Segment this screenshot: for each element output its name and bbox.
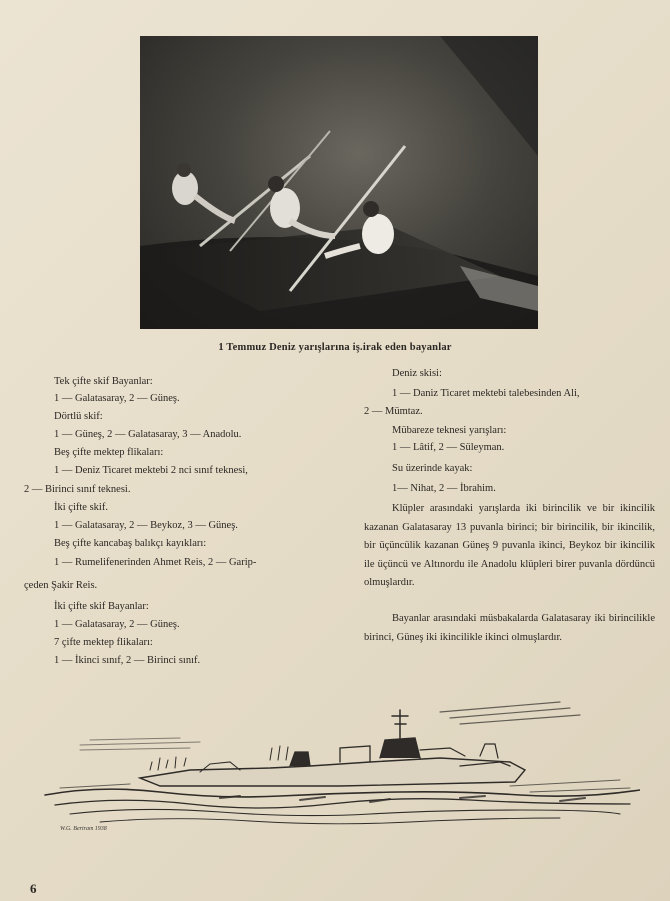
results-line: 1 — Lâtif, 2 — Süleyman. — [392, 442, 505, 453]
results-line: 1 — Rumelifenerinden Ahmet Reis, 2 — Garip- — [54, 557, 257, 568]
artist-signature: W.G. Bertram 1938 — [60, 826, 107, 832]
results-line: Beş çifte kancabaş balıkçı kayıkları: — [54, 538, 207, 549]
warship-sketch — [40, 700, 640, 840]
results-line: çeden Şakir Reis. — [24, 580, 98, 591]
results-line: Mübareze teknesi yarışları: — [392, 425, 507, 436]
page-number: 6 — [30, 881, 37, 896]
results-line: 1 — Galatasaray, 2 — Güneş. — [54, 393, 180, 404]
results-line: Beş çifte mektep flikaları: — [54, 447, 164, 458]
results-line: Tek çifte skif Bayanlar: — [54, 376, 153, 387]
results-line: 2 — Mümtaz. — [364, 406, 423, 417]
photo-caption: 1 Temmuz Deniz yarışlarına iş.irak eden bayanlar — [218, 342, 452, 353]
results-line: Dörtlü skif: — [54, 411, 103, 422]
club-results-paragraph: Klüpler arasındaki yarışlarda iki birincilik ve bir ikincilik kazanan Galatasaray 13 puvanla birinci; bir birincilik, bir ikincilik, bir üçüncülik kazanan Güneş 9 puvanla ikinci, Beykoz bir ikincilik ile üçüncü ve Altınordu ile Anadolu klüpleri birer puvanla dördüncü olmuşlardır. — [364, 503, 655, 588]
results-line: Deniz skisi: — [392, 368, 442, 379]
results-line: 2 — Birinci sınıf teknesi. — [24, 484, 131, 495]
results-line: 1 — İkinci sınıf, 2 — Birinci sınıf. — [54, 655, 201, 666]
rowing-scene-illustration — [140, 36, 538, 329]
results-line: 1 — Daniz Ticaret mektebi talebesinden Ali, — [392, 388, 580, 399]
results-line: İki çifte skif Bayanlar: — [54, 601, 149, 612]
results-line: Su üzerinde kayak: — [392, 463, 473, 474]
women-results-paragraph: Bayanlar arasındaki müsbakalarda Galatasaray iki birincilikle birinci, Güneş iki ikincilikle ikinci olmuşlardır. — [364, 613, 655, 643]
regatta-photograph — [140, 36, 538, 329]
results-line: 1 — Galatasaray, 2 — Güneş. — [54, 619, 180, 630]
results-line: 1 — Güneş, 2 — Galatasaray, 3 — Anadolu. — [54, 429, 242, 440]
results-line: 1 — Deniz Ticaret mektebi 2 nci sınıf teknesi, — [54, 465, 248, 476]
results-line: 1— Nihat, 2 — İbrahim. — [392, 483, 496, 494]
results-line: 7 çifte mektep flikaları: — [54, 637, 153, 648]
results-line: İki çifte skif. — [54, 502, 108, 513]
results-line: 1 — Galatasaray, 2 — Beykoz, 3 — Güneş. — [54, 520, 238, 531]
